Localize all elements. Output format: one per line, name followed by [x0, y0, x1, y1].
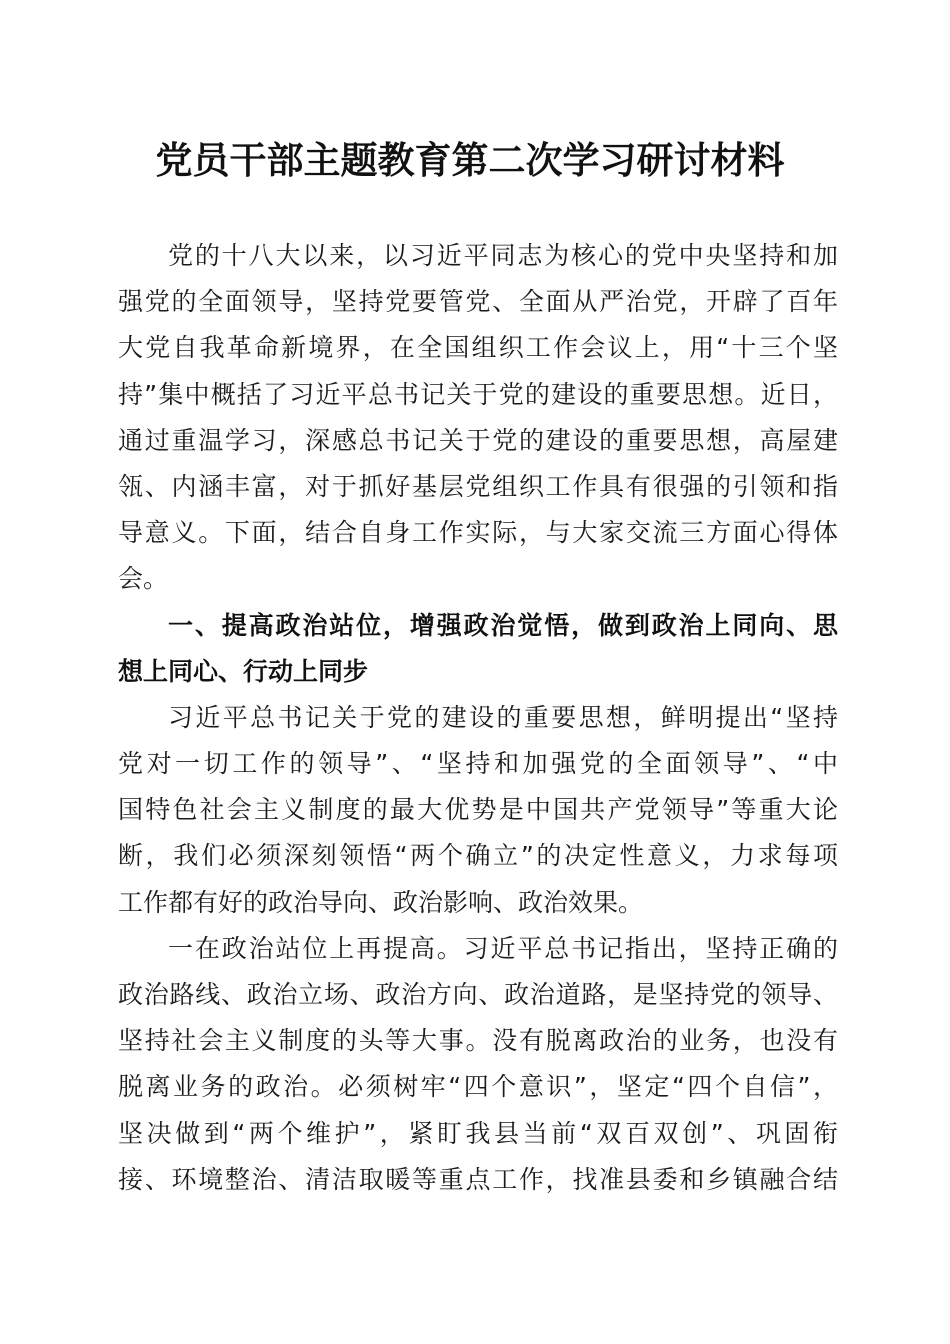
section-heading-line: 想上同心、行动上同步: [118, 656, 369, 686]
section-heading-line: 一、提高政治站位，增强政治觉悟，做到政治上同向、思: [168, 610, 838, 640]
body-line: 政治路线、政治立场、政治方向、政治道路，是坚持党的领导、: [118, 980, 838, 1009]
body-line: 工作都有好的政治导向、政治影响、政治效果。: [118, 887, 644, 917]
body-line: 断，我们必须深刻领悟“两个确立”的决定性意义，力求每项: [118, 841, 838, 871]
body-line: 持”集中概括了习近平总书记关于党的建设的重要思想。近日，: [118, 379, 838, 409]
body-line: 国特色社会主义制度的最大优势是中国共产党领导”等重大论: [118, 795, 838, 825]
body-line: 一在政治站位上再提高。习近平总书记指出，坚持正确的: [168, 933, 838, 963]
body-line: 党的十八大以来，以习近平同志为核心的党中央坚持和加: [168, 241, 838, 270]
body-line: 会。: [118, 564, 169, 594]
body-line: 强党的全面领导，坚持党要管党、全面从严治党，开辟了百年: [118, 287, 838, 317]
body-line: 通过重温学习，深感总书记关于党的建设的重要思想，高屋建: [118, 425, 838, 455]
body-line: 大党自我革命新境界，在全国组织工作会议上，用“十三个坚: [118, 333, 838, 363]
body-line: 习近平总书记关于党的建设的重要思想，鲜明提出“坚持: [168, 702, 838, 732]
body-line: 接、环境整治、清洁取暖等重点工作，找准县委和乡镇融合结: [118, 1164, 838, 1194]
body-line: 坚决做到“两个维护”，紧盯我县当前“双百双创”、巩固衔: [118, 1118, 838, 1148]
body-line: 脱离业务的政治。必须树牢“四个意识”，坚定“四个自信”，: [118, 1072, 838, 1102]
body-line: 导意义。下面，结合自身工作实际，与大家交流三方面心得体: [118, 518, 838, 548]
body-line: 党对一切工作的领导”、“坚持和加强党的全面领导”、“中: [118, 749, 838, 779]
document-title: 党员干部主题教育第二次学习研讨材料: [155, 138, 785, 182]
document-body: [118, 233, 838, 1203]
body-line: 坚持社会主义制度的头等大事。没有脱离政治的业务，也没有: [118, 1026, 838, 1056]
body-line: 瓴、内涵丰富，对于抓好基层党组织工作具有很强的引领和指: [118, 471, 838, 501]
